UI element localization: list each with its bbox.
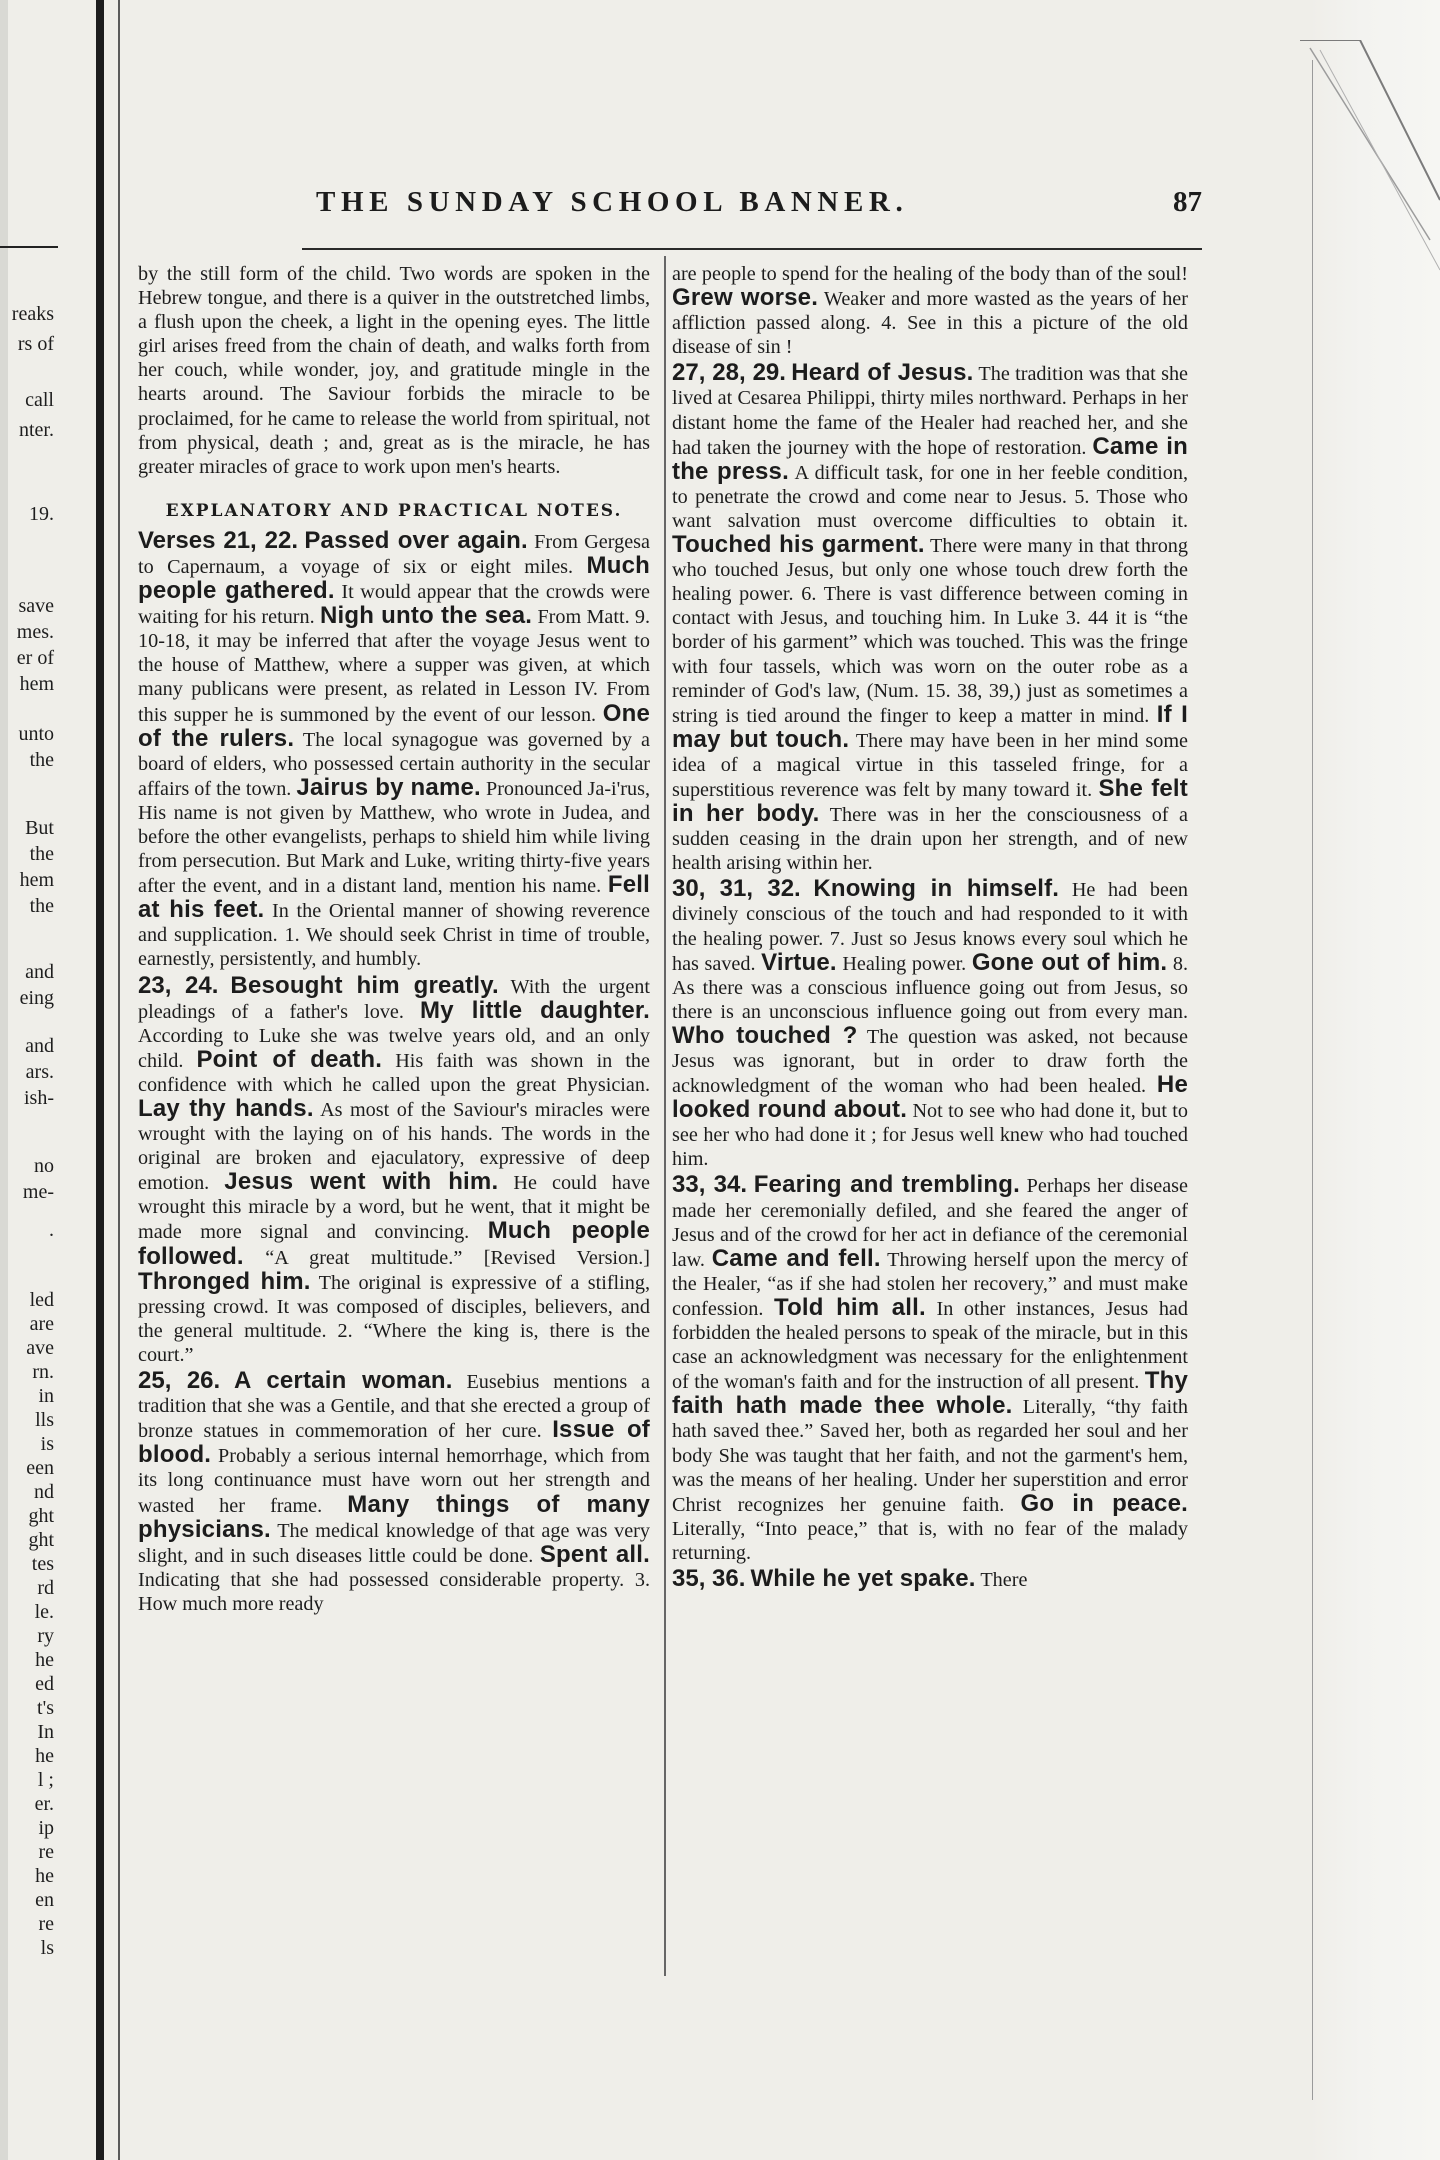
note-heading: Heard of Jesus. <box>791 359 974 387</box>
note-text: There were many in that throng who touched Jesus, but only one whose touch drew forth the healing power. 6. There is vast difference between coming in contact with Jesus, and touching him. In Luke 3. 44 it is “the border of his garment” which was touched. This was the fringe with four tassels, which was worn on the outer robe as a reminder of God's law, (Num. 15. 38, 39,) just as sometimes a string is tied around the finger to keep a matter in mind. <box>672 535 1188 727</box>
note-heading: Point of death. <box>196 1045 383 1073</box>
verse-ref: 33, 34. <box>672 1171 748 1199</box>
previous-page-text-fragment: hem <box>19 673 54 695</box>
previous-page-text-fragment: en <box>35 1889 54 1911</box>
column-divider <box>664 256 666 1976</box>
note-verses-33-34 <box>672 1173 1188 1565</box>
right-page-edge <box>1312 60 1313 2100</box>
previous-page-text-fragment: le. <box>34 1601 54 1623</box>
previous-page-text-fragment: reaks <box>11 303 54 325</box>
verse-ref: 30, 31, 32. <box>672 875 801 903</box>
note-text: His faith was shown in the confidence with which he called upon the great Physician. <box>138 1049 650 1096</box>
note-text: There may have been in her mind some idea of a magical virtue in this tasseled fringe, for a superstitious reverence was felt by many toward it. <box>672 729 1188 801</box>
previous-page-text-fragment: hem <box>19 869 54 891</box>
previous-page-text-fragment: rd <box>37 1577 54 1599</box>
previous-page-text-fragment: ght <box>28 1505 54 1527</box>
note-heading: Knowing in himself. <box>813 875 1060 903</box>
note-heading: Besought him greatly. <box>230 971 499 999</box>
previous-page-text-fragment: er. <box>34 1793 54 1815</box>
previous-page-text-fragment: een <box>26 1457 54 1479</box>
note-text: As most of the Saviour's miracles were wrought with the laying on of his hands. The words in the original are broken and ejaculatory, expressive of deep emotion. <box>138 1099 650 1195</box>
note-text: Weaker and more wasted as the years of her affliction passed along. 4. See in this a picture of the old disease of sin ! <box>672 288 1188 359</box>
previous-page-text-fragment: lls <box>35 1409 54 1431</box>
verse-ref: 27, 28, 29. <box>672 359 786 387</box>
previous-page-text-fragment: save <box>18 595 54 617</box>
note-text: The medical knowledge of that age was very slight, and in such diseases little could be done. <box>138 1519 650 1567</box>
note-heading: Told him all. <box>773 1293 926 1321</box>
note-heading: Spent all. <box>539 1540 651 1568</box>
note-text: Pronounced Ja-i'rus, His name is not given by Matthew, who wrote in Judea, and before the other evangelists, perhaps to shield him while living from persecution. But Mark and Luke, writing thirty-five years after the event, and in a distant land, mention his name. <box>138 777 651 898</box>
previous-page-text-fragment: led <box>29 1289 54 1311</box>
previous-page-text-fragment: tes <box>31 1553 54 1575</box>
previous-page-text-fragment: er of <box>16 647 54 669</box>
previous-page-text-fragment: are <box>29 1313 54 1335</box>
note-text: Eusebius mentions a tradition that she was a Gentile, and that she erected a group of bronze statues in commemoration of her cure. <box>138 1371 651 1443</box>
note-text: There <box>975 1568 1028 1591</box>
note-text: are people to spend for the healing of the body than of the soul! <box>672 263 1188 285</box>
note-verses-25-26 <box>138 1369 650 1616</box>
previous-page-text-fragment: In <box>37 1721 54 1743</box>
note-text: A difficult task, for one in her feeble condition, to penetrate the crowd and come near to Jesus. 5. Those who want salvation must overcome difficulties to obtain it. <box>672 461 1188 532</box>
note-heading: Go in peace. <box>1020 1489 1188 1517</box>
note-heading: Nigh unto the sea. <box>319 602 533 630</box>
note-text: Indicating that she had possessed considerable property. 3. How much more ready <box>138 1568 650 1615</box>
note-text: He had been divinely conscious of the touch and had responded to it with the healing power. 7. Just so Jesus knows every soul which he has saved. <box>672 879 1188 975</box>
previous-page-rule <box>0 246 58 248</box>
note-verses-27-29 <box>672 361 1188 875</box>
note-verses-30-32 <box>672 877 1188 1171</box>
previous-page-text-fragment: he <box>35 1649 54 1671</box>
previous-page-text-fragment: re <box>38 1841 54 1863</box>
note-text: The tradition was that she lived at Cesarea Philippi, thirty miles northward. Perhaps in her distant home the fame of the Healer had reached her, and she had taken the journey with the hope of restoration. <box>672 363 1189 459</box>
note-heading: A certain woman. <box>234 1367 453 1395</box>
note-heading: Many things of many physicians. <box>138 1490 650 1543</box>
note-heading: Gone out of him. <box>971 948 1168 976</box>
note-text: From Matt. 9. 10-18, it may be inferred that after the voyage Jesus went to the house of Matthew, where a supper was given, at which many publicans were present, as related in Lesson IV. From this supper he is summoned by the event of our lesson. <box>138 606 651 726</box>
previous-page-text-fragment: rs of <box>17 333 54 355</box>
note-heading: Thy faith hath made thee whole. <box>672 1367 1188 1420</box>
page-curl-shadow <box>1300 40 1440 340</box>
previous-page-text-fragment: l ; <box>37 1769 54 1791</box>
note-heading: Issue of blood. <box>138 1416 650 1469</box>
note-verses-23-24 <box>138 971 651 1368</box>
previous-page-text-fragment: the <box>29 843 54 865</box>
previous-page-fragment <box>0 0 90 2160</box>
note-heading: Fearing and trembling. <box>753 1171 1021 1199</box>
note-text: “A great multitude.” [Revised Version.] <box>243 1246 650 1269</box>
note-text: It would appear that the crowds were waiting for his return. <box>138 581 650 629</box>
previous-page-text-fragment: ave <box>26 1337 54 1359</box>
note-heading: Thronged him. <box>138 1267 311 1295</box>
note-text: Literally, “Into peace,” that is, with no fear of the malady returning. <box>672 1517 1188 1564</box>
note-text: 8. As there was a conscious influence going out from Jesus, so there is an unconscious influence going out from every man. <box>672 952 1189 1023</box>
previous-page-text-fragment: is <box>40 1433 54 1455</box>
note-text: From Gergesa to Capernaum, a voyage of six or eight miles. <box>138 530 650 578</box>
previous-page-text-fragment: eing <box>19 987 54 1009</box>
note-text: He could have wrought this miracle by a word, but he went, that it might be made more signal and convincing. <box>138 1172 651 1244</box>
note-text: Perhaps her disease made her ceremonially defiled, and she feared the anger of Jesus and of the crowd for her act in defiance of the ceremonial law. <box>672 1175 1188 1271</box>
previous-page-text-fragment: rn. <box>32 1361 54 1383</box>
note-heading: Much people followed. <box>138 1217 651 1270</box>
note-heading: Jairus by name. <box>296 773 481 801</box>
previous-page-text-fragment: re <box>38 1913 54 1935</box>
note-text: The original is expressive of a stifling, pressing crowd. It was composed of disciples, believers, and the general multitude. 2. “Where the king is, there is the court.” <box>138 1271 650 1366</box>
note-heading: He looked round about. <box>672 1071 1188 1124</box>
previous-page-text-fragment: in <box>38 1385 54 1407</box>
note-text: In the Oriental manner of showing reverence and supplication. 1. We should seek Christ in time of trouble, earnestly, persistently, and humbly. <box>138 900 650 971</box>
verse-ref: 25, 26. <box>138 1367 221 1395</box>
previous-page-text-fragment: and <box>25 961 54 983</box>
previous-page-text-fragment: unto <box>18 723 54 745</box>
note-heading: Who touched ? <box>672 1021 858 1049</box>
header-rule <box>302 248 1202 250</box>
previous-page-text-fragment: the <box>29 895 54 917</box>
note-text: In other instances, Jesus had forbidden the healed persons to speak of the miracle, but in this case an acknowledgment was necessary for the enlightenment of the woman's faith and for the instruction of all present. <box>672 1297 1188 1394</box>
note-continuation <box>672 262 1188 359</box>
previous-page-text-fragment: mes. <box>16 621 54 643</box>
page-edge-line <box>118 0 120 2160</box>
previous-page-text-fragment: nd <box>34 1481 54 1503</box>
previous-page-text-fragment: he <box>35 1865 54 1887</box>
verse-ref: 23, 24. <box>138 971 219 999</box>
page-header <box>316 186 1202 222</box>
previous-page-text-fragment: ls <box>40 1937 54 1959</box>
previous-page-text-fragment: he <box>35 1745 54 1767</box>
running-head: THE SUNDAY SCHOOL BANNER. <box>316 186 909 218</box>
note-heading: Came in the press. <box>672 432 1189 485</box>
previous-page-text-fragment: the <box>29 749 54 771</box>
note-verses-21-22 <box>138 526 651 972</box>
note-heading: Much people gathered. <box>138 551 650 605</box>
verse-ref: Verses 21, 22. <box>138 526 298 554</box>
left-column <box>138 262 650 1616</box>
note-text: Throwing herself upon the mercy of the Healer, “as if she had stolen her recovery,” and must make confession. <box>672 1248 1188 1320</box>
previous-page-text-fragment: nter. <box>19 419 54 441</box>
right-column <box>672 262 1188 1592</box>
section-title: EXPLANATORY AND PRACTICAL NOTES. <box>165 500 623 521</box>
previous-page-text-fragment: me- <box>22 1181 54 1203</box>
previous-page-text-fragment: . <box>49 1219 54 1241</box>
note-text: Healing power. <box>836 952 972 975</box>
previous-page-text-fragment: ght <box>28 1529 54 1551</box>
note-heading: Grew worse. <box>672 284 819 312</box>
intro-paragraph: by the still form of the child. Two words are spoken in the Hebrew tongue, and there is a quiver in the outstretched limbs, a flush upon the cheek, a light in the opening eyes. The little girl arises freed from the chain of death, and walks forth from her couch, while wonder, joy, and gratitude mingle in the hearts around. The Saviour forbids the miracle to be proclaimed, for he came to release the world from spiritual, not from physical, death ; and, great as is the miracle, he has greater miracles of grace to work upon men's hearts. <box>138 263 650 478</box>
previous-page-text-fragment: ry <box>37 1625 54 1647</box>
note-heading: Virtue. <box>761 948 837 976</box>
previous-page-text-fragment: ed <box>35 1673 54 1695</box>
note-heading: If I may but touch. <box>672 700 1188 753</box>
previous-page-text-fragment: 19. <box>29 503 54 525</box>
note-heading: Touched his garment. <box>672 531 925 559</box>
previous-page-text-fragment: ip <box>38 1817 54 1839</box>
previous-page-text-fragment: t's <box>37 1697 54 1719</box>
note-heading: One of the rulers. <box>138 699 650 752</box>
note-heading: Lay thy hands. <box>138 1095 314 1122</box>
previous-page-text-fragment: ars. <box>25 1061 54 1083</box>
note-heading: She felt in her body. <box>672 774 1188 828</box>
note-heading: Jesus went with him. <box>224 1168 499 1196</box>
previous-page-text-fragment: and <box>25 1035 54 1057</box>
note-heading: While he yet spake. <box>750 1564 976 1592</box>
note-text: Probably a serious internal hemorrhage, which from its long continuance must have worn out her strength and wasted her frame. <box>138 1445 650 1517</box>
note-text: The local synagogue was governed by a board of elders, who possessed certain authority in the secular affairs of the town. <box>138 728 650 800</box>
note-text: Not to see who had done it, but to see her who had done it ; for Jesus well knew who had touched him. <box>672 1100 1188 1171</box>
note-text: The question was asked, not because Jesus was ignorant, but in order to draw forth the acknowledgment of the woman who had been healed. <box>672 1025 1188 1098</box>
note-text: Literally, “thy faith hath saved thee.” Saved her, both as regarded her soul and her body She was taught that her faith, and not the garment's hem, was the means of her healing. Under her superstition and error Christ recognizes her genuine faith. <box>672 1396 1188 1516</box>
previous-page-text-fragment: But <box>25 817 54 839</box>
note-text: According to Luke she was twelve years old, and an only child. <box>138 1024 650 1072</box>
previous-page-text-fragment: no <box>34 1155 54 1177</box>
verse-ref: 35, 36. <box>672 1564 746 1592</box>
note-heading: Passed over again. <box>304 526 528 554</box>
binding-edge <box>96 0 104 2160</box>
previous-page-text-fragment: call <box>25 389 54 411</box>
previous-page-text-fragment: ish- <box>24 1087 54 1109</box>
page-number: 87 <box>1173 186 1202 218</box>
note-text: With the urgent pleadings of a father's love. <box>138 975 650 1023</box>
note-text: There was in her the consciousness of a sudden ceasing in the drain upon her strength, and of new health arising within her. <box>672 804 1188 875</box>
note-heading: My little daughter. <box>420 996 650 1024</box>
note-verses-35-36 <box>672 1564 1188 1592</box>
note-heading: Fell at his feet. <box>138 871 650 924</box>
note-heading: Came and fell. <box>711 1244 881 1272</box>
